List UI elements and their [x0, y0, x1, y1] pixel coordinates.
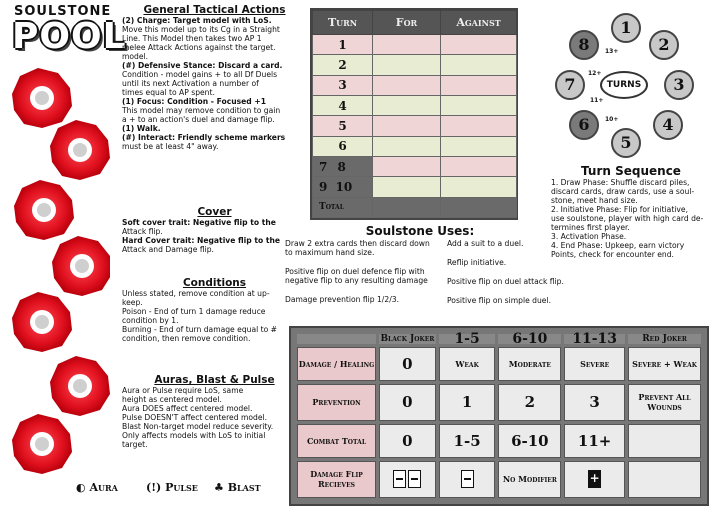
for-score-cell[interactable]	[373, 35, 441, 55]
text-line: Burning - End of turn damage equal to #	[122, 325, 278, 334]
soulstone-uses-left	[285, 239, 445, 304]
negative-card-icon	[393, 470, 406, 488]
black-joker-header: Black Joker	[380, 334, 435, 344]
range-11-13-header: 11-13	[564, 334, 625, 344]
range-1-5-header: 1-5	[439, 334, 496, 344]
text-line: Points, check for encounter end.	[551, 250, 674, 259]
against-score-cell[interactable]	[441, 75, 517, 95]
aura-icon: ◐	[76, 481, 86, 494]
text-line: Aura or Pulse require LoS, same	[122, 386, 244, 395]
text-line: Hard Cover trait: Negative flip to the	[122, 236, 281, 245]
row-label: Damage Flip Recieves	[297, 461, 376, 498]
table-row	[297, 347, 701, 381]
soulstone-token-2	[50, 120, 110, 180]
soulstone-token-4	[52, 236, 110, 296]
text-line: melee Attack Actions against the target.	[122, 43, 276, 52]
legend-aura	[76, 481, 118, 494]
text-line: negative flip to any resulting damage	[285, 276, 428, 285]
turn-score-table	[310, 8, 518, 220]
text-line: Attack flip.	[122, 227, 163, 236]
wheel-label-10: 10+	[605, 116, 619, 123]
table-cell: 11+	[564, 424, 625, 458]
text-line: Condition - model gains + to all Df Duels	[122, 70, 278, 79]
soulstone-tokens	[0, 66, 110, 476]
table-cell: 0	[379, 384, 436, 421]
for-score-cell[interactable]	[373, 75, 441, 95]
table-cell	[628, 424, 701, 458]
soulstone-token-3	[14, 180, 74, 240]
text-line: Attack and Damage flip.	[122, 245, 214, 254]
for-score-cell[interactable]	[373, 95, 441, 115]
table-cell: Moderate	[498, 347, 561, 381]
text-line: Blast Non-target model reduce severity.	[122, 422, 274, 431]
text-line: Reflip initiative.	[447, 258, 507, 267]
text-line: 4. End Phase: Upkeep, earn victory	[551, 241, 685, 250]
text-line: until its next Activation a number of	[122, 79, 259, 88]
text-line: use soulstone, player with high card de-	[551, 214, 704, 223]
soulstone-uses-title: Soulstone Uses:	[365, 224, 475, 238]
text-line: target.	[122, 440, 148, 449]
text-line: 1. Draw Phase: Shuffle discard piles,	[551, 178, 690, 187]
text-line: Positive flip on duel attack flip.	[447, 277, 564, 286]
soulstone-token-7	[12, 414, 72, 474]
range-6-10-header: 6-10	[498, 334, 561, 344]
table-cell: Prevent All Wounds	[628, 384, 701, 421]
damage-table-corner	[297, 334, 376, 344]
table-cell: 3	[564, 384, 625, 421]
table-row	[297, 384, 701, 421]
legend-aura-label: Aura	[89, 481, 118, 494]
wheel-label-13: 13+	[605, 48, 619, 55]
cover-section	[122, 206, 307, 254]
turn-number: 1	[313, 35, 373, 55]
text-line: Soft cover trait: Negative flip to the	[122, 218, 276, 227]
turn-header: Turn	[313, 11, 373, 35]
text-line: (2) Charge: Target model with LoS.	[122, 16, 272, 25]
turn-number: 6	[313, 136, 373, 156]
turn-number: 5	[313, 116, 373, 136]
conditions-title: Conditions	[182, 277, 247, 289]
text-line: Aura DOES affect centered model.	[122, 404, 253, 413]
text-line: (#) Interact: Friendly scheme markers	[122, 133, 286, 142]
text-line: Damage prevention flip 1/2/3.	[285, 295, 399, 304]
for-header: For	[373, 11, 441, 35]
turn-circle-2[interactable]: 2	[649, 30, 679, 60]
against-score-cell[interactable]	[441, 156, 517, 176]
text-line: Poison - End of turn 1 damage reduce	[122, 307, 266, 316]
tactical-actions-text	[122, 16, 307, 151]
positive-flip-cell	[564, 461, 625, 498]
turn-circle-4[interactable]: 4	[653, 110, 683, 140]
against-score-cell[interactable]	[441, 177, 517, 197]
legend-blast-label: Blast	[227, 481, 261, 494]
text-line: 3. Activation Phase.	[551, 232, 627, 241]
table-cell: 0	[379, 347, 436, 381]
text-line: times equal to AP spent.	[122, 88, 215, 97]
against-score-cell[interactable]	[441, 95, 517, 115]
turn-number: 3	[313, 75, 373, 95]
pulse-icon: (!)	[146, 481, 162, 494]
table-cell: 1-5	[439, 424, 496, 458]
against-score-cell[interactable]	[441, 136, 517, 156]
table-cell: Severe + Weak	[628, 347, 701, 381]
text-line: Add a suit to a duel.	[447, 239, 524, 248]
table-row	[297, 424, 701, 458]
text-line: condition, then remove condition.	[122, 334, 251, 343]
text-line: (#) Defensive Stance: Discard a card.	[122, 61, 283, 70]
text-line: to maximum hand size.	[285, 248, 375, 257]
text-line: model.	[122, 52, 149, 61]
turn-circle-3[interactable]: 3	[664, 70, 694, 100]
negative-card-icon	[408, 470, 421, 488]
turn-9: 9	[319, 179, 328, 194]
blast-icon: ♣	[214, 481, 224, 494]
soulstone-token-6	[50, 356, 110, 416]
wheel-label-12: 12+	[588, 70, 602, 77]
text-line: condition by 1.	[122, 316, 179, 325]
conditions-section	[122, 277, 307, 343]
against-header: Against	[441, 11, 517, 35]
text-line: stone, meet hand size.	[551, 196, 638, 205]
soulstone-uses-right	[447, 239, 587, 305]
logo-main-text: POOL	[12, 16, 127, 57]
cover-title: Cover	[197, 206, 232, 218]
text-line: termines first player.	[551, 223, 630, 232]
turn-circle-8[interactable]: 8	[569, 30, 599, 60]
turn-10: 10	[335, 179, 353, 194]
text-line: (1) Walk.	[122, 124, 161, 133]
turn-sequence-title: Turn Sequence	[581, 164, 681, 178]
for-score-cell[interactable]	[373, 177, 441, 197]
turn-circle-5[interactable]: 5	[611, 128, 641, 158]
negative-card-icon	[461, 470, 474, 488]
turns-center-label: TURNS	[600, 71, 648, 99]
turn-7: 7	[319, 159, 328, 174]
auras-title: Auras, Blast & Pulse	[154, 374, 275, 386]
damage-table	[289, 326, 709, 506]
table-cell: Severe	[564, 347, 625, 381]
against-score-cell[interactable]	[441, 55, 517, 75]
logo-top-text: SOULSTONE	[14, 4, 112, 19]
auras-section	[122, 374, 307, 449]
text-line: Line. This Model then takes two AP 1	[122, 34, 262, 43]
against-score-cell[interactable]	[441, 116, 517, 136]
table-cell: 2	[498, 384, 561, 421]
text-line: (1) Focus: Condition - Focused +1	[122, 97, 267, 106]
text-line: Unless stated, remove condition at up-	[122, 289, 270, 298]
text-line: discard cards, draw cards, use a soul-	[551, 187, 695, 196]
turn-number: 4	[313, 95, 373, 115]
text-line: 2. Initiative Phase: Flip for initiative,	[551, 205, 688, 214]
table-cell: 1	[439, 384, 496, 421]
turn-number: 2	[313, 55, 373, 75]
positive-card-icon: +	[588, 470, 601, 488]
text-line: Positive flip on duel defence flip with	[285, 267, 425, 276]
text-line: Pulse DOESN'T affect centered model.	[122, 413, 268, 422]
legend-pulse	[146, 481, 198, 494]
turn-8: 8	[337, 159, 346, 174]
text-line: Draw 2 extra cards then discard down	[285, 239, 430, 248]
for-score-cell[interactable]	[373, 156, 441, 176]
total-label: Total	[313, 197, 373, 217]
row-label: Combat Total	[297, 424, 376, 458]
text-line: This model may remove condition to gain	[122, 106, 281, 115]
turn-circle-1[interactable]: 1	[611, 13, 641, 43]
for-total-cell[interactable]	[373, 197, 441, 217]
text-line: keep.	[122, 298, 143, 307]
text-line: must be at least 4" away.	[122, 142, 219, 151]
soulstone-token-5	[12, 292, 72, 352]
table-cell: Weak	[439, 347, 496, 381]
against-total-cell[interactable]	[441, 197, 517, 217]
turn-number	[313, 156, 373, 176]
text-line: Only affects models with LoS to initial	[122, 431, 266, 440]
table-row	[297, 461, 701, 498]
auras-text	[122, 386, 307, 449]
cover-text	[122, 218, 307, 254]
legend-blast	[214, 481, 261, 494]
against-score-cell[interactable]	[441, 35, 517, 55]
table-cell: 6-10	[498, 424, 561, 458]
text-line: height as centered model.	[122, 395, 222, 404]
red-joker-header: Red Joker	[628, 334, 701, 344]
tactical-actions-title: General Tactical Actions	[143, 4, 286, 16]
soulstone-token-1	[12, 68, 72, 128]
turn-circle-7[interactable]: 7	[555, 70, 585, 100]
text-line: a + to an action's duel and damage flip.	[122, 115, 275, 124]
row-label: Prevention	[297, 384, 376, 421]
table-cell: No Modifier	[498, 461, 561, 498]
row-label: Damage / Healing	[297, 347, 376, 381]
conditions-text	[122, 289, 307, 343]
turn-circle-6[interactable]: 6	[569, 110, 599, 140]
turn-number	[313, 177, 373, 197]
for-score-cell[interactable]	[373, 116, 441, 136]
text-line: Positive flip on simple duel.	[447, 296, 551, 305]
table-cell: 0	[379, 424, 436, 458]
table-cell	[628, 461, 701, 498]
wheel-label-11: 11+	[590, 97, 604, 104]
text-line: Move this model up to its Cg in a Straight	[122, 25, 280, 34]
tactical-actions-section	[122, 4, 307, 151]
for-score-cell[interactable]	[373, 55, 441, 75]
double-negative-flip-cell	[379, 461, 436, 498]
negative-flip-cell	[439, 461, 496, 498]
legend-pulse-label: Pulse	[165, 481, 198, 494]
for-score-cell[interactable]	[373, 136, 441, 156]
